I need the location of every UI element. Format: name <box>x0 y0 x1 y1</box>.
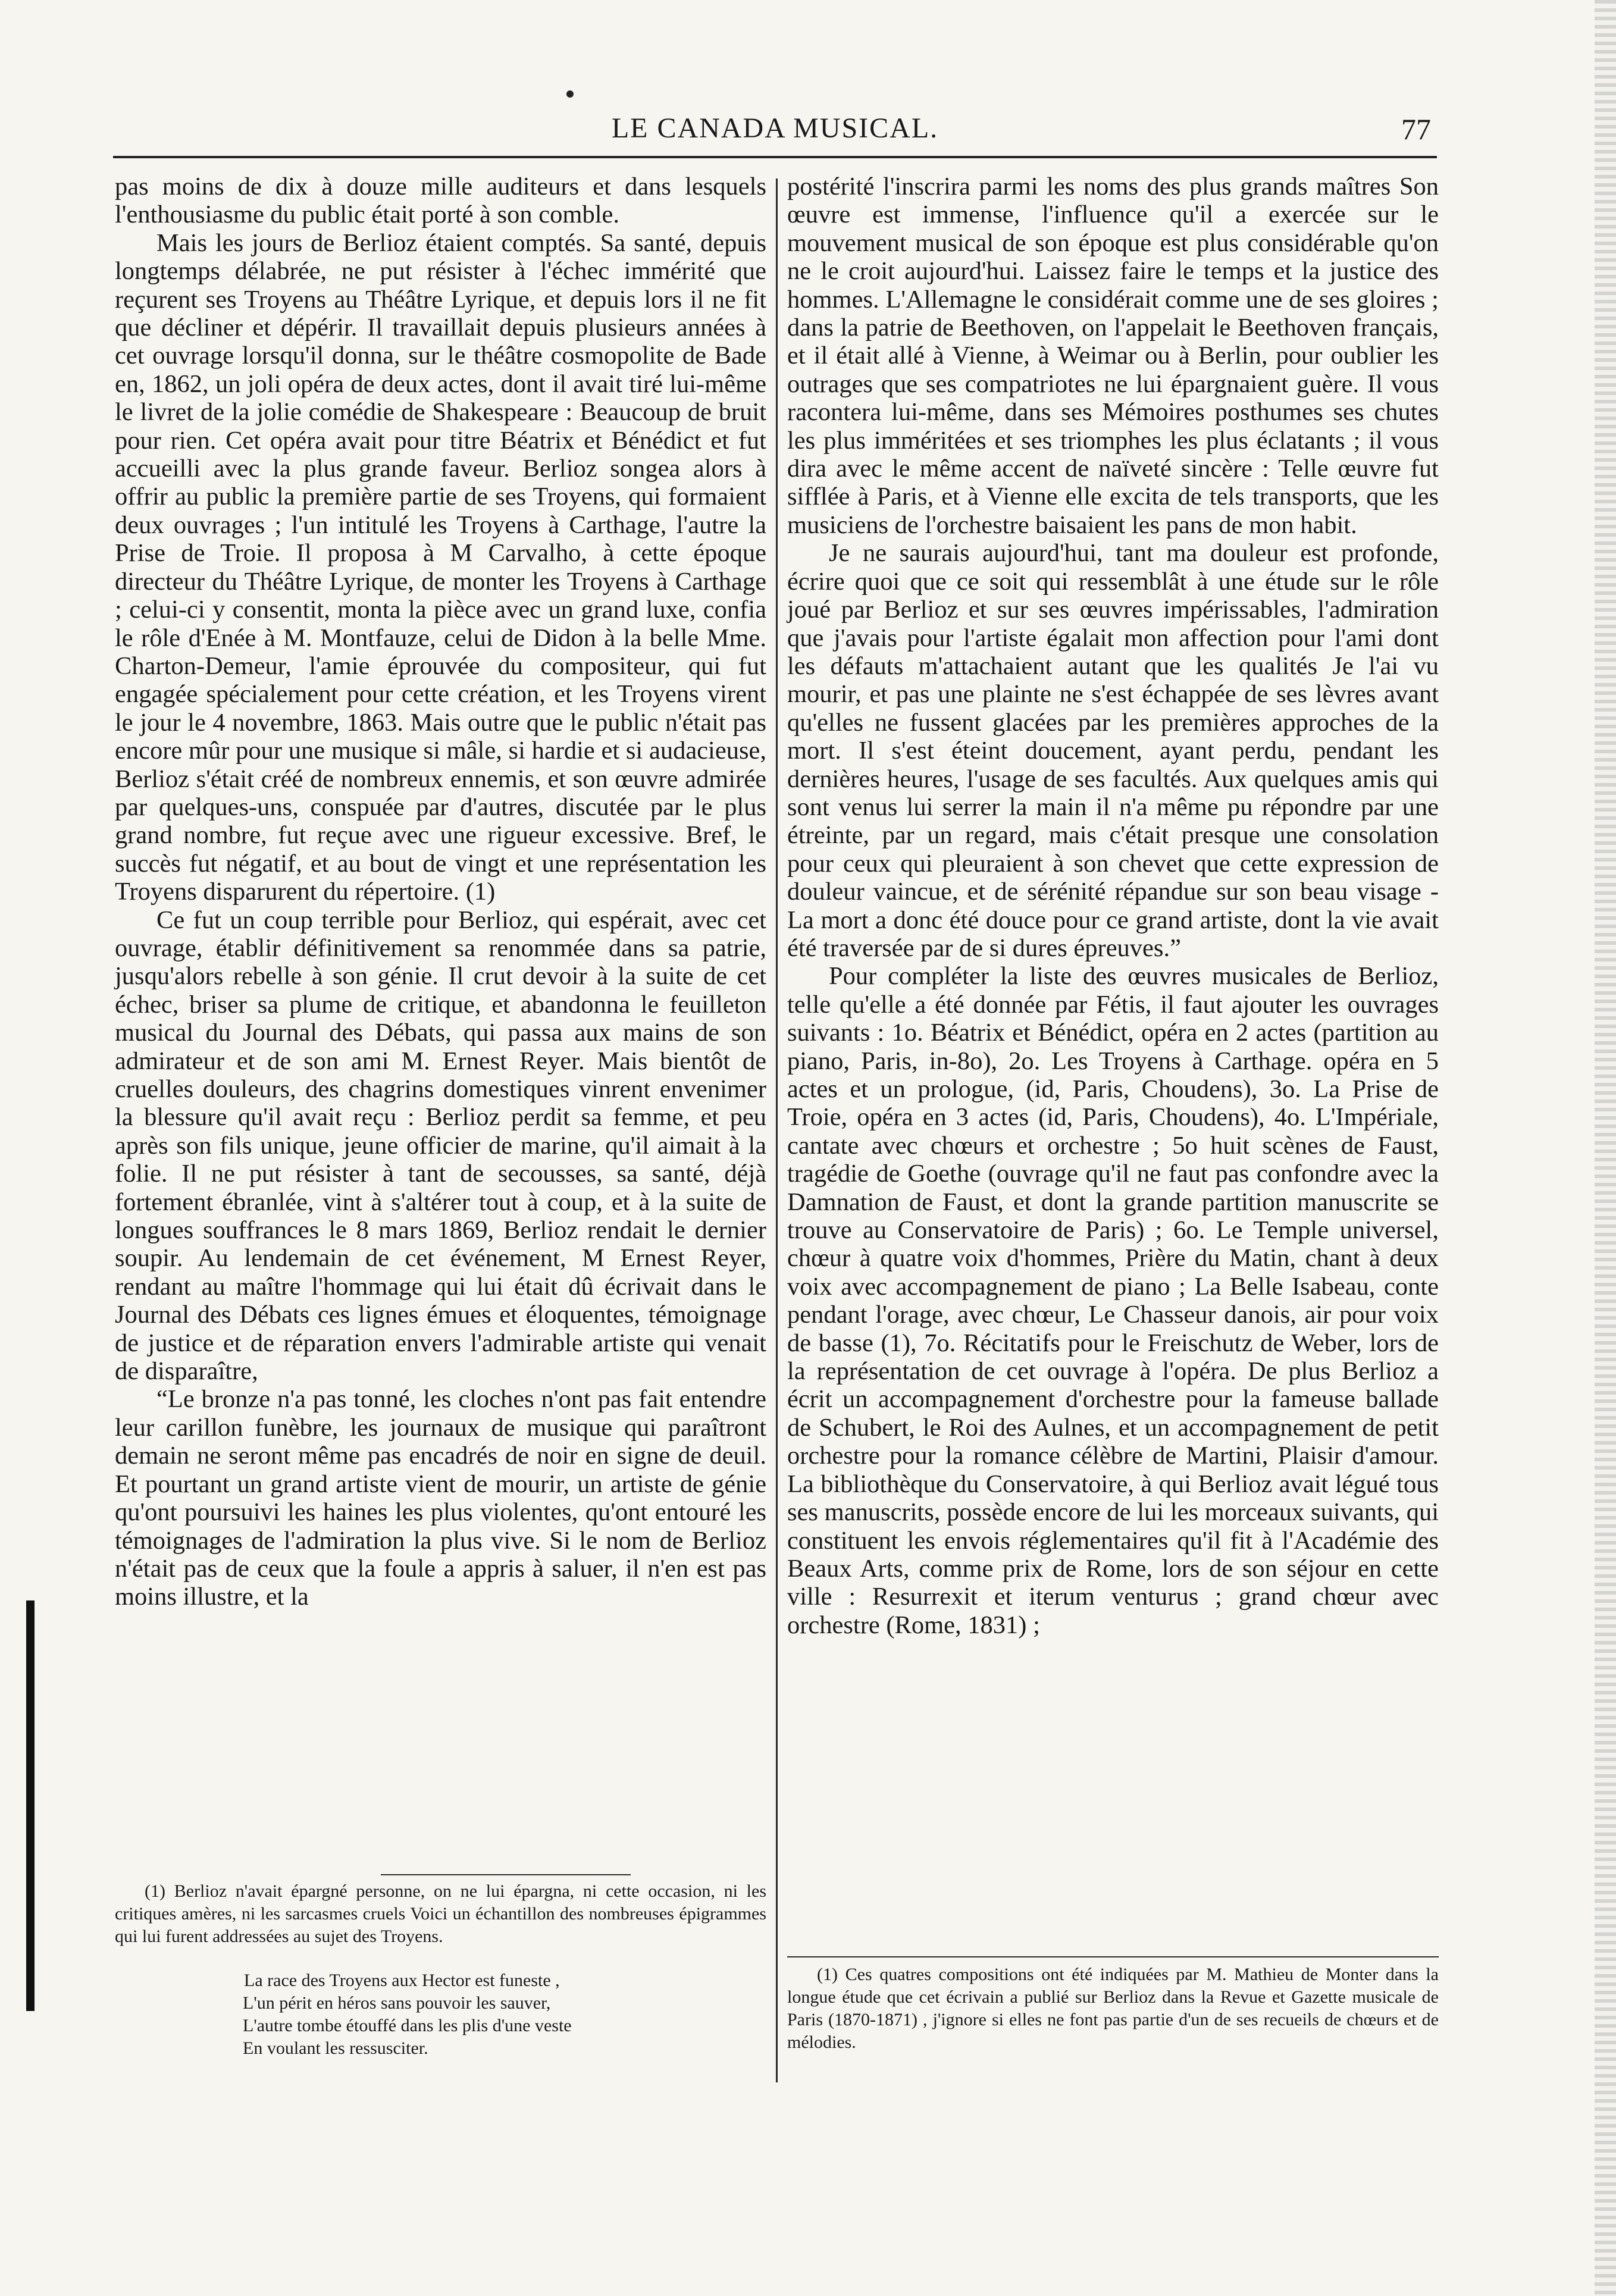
page-header <box>113 108 1437 158</box>
paragraph: “Le bronze n'a pas tonné, les cloches n'ont pas fait entendre leur carillon funèbre, les journaux de musique qui paraîtront demain ne seront même pas encadrés de noir en signe de deuil. Et pourtant un grand artiste vient de mourir, un artiste de génie qu'ont poursuivi les haines les plus violentes, qu'ont entouré les témoignages de l'admiration la plus vive. Si le nom de Berlioz n'était pas de ceux que la foule a appris à saluer, il n'en est pas moins illustre, et la <box>115 1385 766 1611</box>
printer-dot <box>566 90 574 98</box>
poem-line: L'un périt en héros sans pouvoir les sauver, <box>243 1993 551 2013</box>
footnote-rule <box>787 1956 1439 1957</box>
column-divider <box>776 178 778 2082</box>
footnote-right <box>787 1963 1439 2054</box>
poem-line: La race des Troyens aux Hector est funeste , <box>244 1971 560 1990</box>
paragraph: Ce fut un coup terrible pour Berlioz, qui espérait, avec cet ouvrage, établir définitivement sa renommée dans sa patrie, jusqu'alors rebelle à son génie. Il crut devoir à la suite de cet échec, briser sa plume de critique, et abandonna le feuilleton musical du Journal des Débats, qui passa aux mains de son admirateur et de son ami M. Ernest Reyer. Mais bientôt de cruelles douleurs, des chagrins domestiques vinrent envenimer la blessure qu'il avait reçu : Berlioz perdit sa femme, et peu après son fils unique, jeune officier de marine, qu'il aimait à la folie. Il ne put résister à tant de secousses, sa santé, déjà fortement ébranlée, vint à s'altérer tout à coup, et à la suite de longues souffrances le 8 mars 1869, Berlioz rendait le dernier soupir. Au lendemain de cet événement, M Ernest Reyer, rendant au maître l'hommage qui lui était dû écrivait dans le Journal des Débats ces lignes émues et éloquentes, témoignage de justice et de réparation envers l'admirable artiste qui venait de disparaître, <box>115 906 766 1386</box>
paragraph: Pour compléter la liste des œuvres musicales de Berlioz, telle qu'elle a été donnée par Fétis, il faut ajouter les ouvrages suivants : 1o. Béatrix et Bénédict, opéra en 2 actes (partition au piano, Paris, in-8o), 2o. Les Troyens à Carthage. opéra en 5 actes et un prologue, (id, Paris, Choudens), 3o. La Prise de Troie, opéra en 3 actes (id, Paris, Choudens), 4o. L'Impériale, cantate avec chœurs et orchestre ; 5o huit scènes de Faust, tragédie de Goethe (ouvrage qu'il ne faut pas confondre avec la Damnation de Faust, et dont la grande partition manuscrite se trouve au Conservatoire de Paris) ; 6o. Le Temple universel, chœur à quatre voix d'hommes, Prière du Matin, chant à deux voix avec accompagnement de piano ; La Belle Isabeau, conte pendant l'orage, avec chœur, Le Chasseur danois, air pour voix de basse (1), 7o. Récitatifs pour le Freischutz de Weber, lors de la représentation de cet ouvrage à l'opéra. De plus Berlioz a écrit un accompagnement d'orchestre pour la fameuse ballade de Schubert, le Roi des Aulnes, et un accompagnement de petit orchestre pour la romance célèbre de Martini, Plaisir d'amour. La bibliothèque du Conservatoire, à qui Berlioz avait légué tous ses manuscrits, possède encore de lui les morceaux suivants, qui constituent les envois réglementaires qu'il fit à l'Académie des Beaux Arts, comme prix de Rome, lors de son séjour en cette ville : Resurrexit et iterum venturus ; grand chœur avec orchestre (Rome, 1831) ; <box>787 962 1439 1639</box>
paragraph: Mais les jours de Berlioz étaient comptés. Sa santé, depuis longtemps délabrée, ne put résister à l'échec immérité que reçurent ses Troyens au Théâtre Lyrique, et depuis lors il ne fit que décliner et dépérir. Il travaillait depuis plusieurs années à cet ouvrage lorsqu'il donna, sur le théâtre cosmopolite de Bade en, 1862, un joli opéra de deux actes, dont il avait tiré lui-même le livret de la jolie comédie de Shakespeare : Beaucoup de bruit pour rien. Cet opéra avait pour titre Béatrix et Bénédict et fut accueilli avec la plus grande faveur. Berlioz songea alors à offrir au public la première partie de ses Troyens, qui formaient deux ouvrages ; l'un intitulé les Troyens à Carthage, l'autre la Prise de Troie. Il proposa à M Carvalho, à cette époque directeur du Théâtre Lyrique, de monter les Troyens à Carthage ; celui-ci y consentit, monta la pièce avec un grand luxe, confia le rôle d'Enée à M. Montfauze, celui de Didon à la belle Mme. Charton-Demeur, l'amie éprouvée du compositeur, qui fut engagée spécialement pour cette création, et les Troyens virent le jour le 4 novembre, 1863. Mais outre que le public n'était pas encore mûr pour une musique si mâle, si hardie et si audacieuse, Berlioz s'était créé de nombreux ennemis, et son œuvre admirée par quelques-uns, conspuée par d'autres, discutée par le plus grand nombre, fut reçue avec une rigueur excessive. Bref, le succès fut négatif, et au bout de vingt et une représentation les Troyens disparurent du répertoire. (1) <box>115 228 766 906</box>
margin-bar <box>26 1600 35 2011</box>
paragraph: pas moins de dix à douze mille auditeurs et dans lesquels l'enthousiasme du public était porté à son comble. <box>115 173 766 229</box>
poem-line: L'autre tombe étouffé dans les plis d'une veste <box>243 2016 572 2035</box>
paragraph: Je ne saurais aujourd'hui, tant ma douleur est profonde, écrire quoi que ce soit qui ressemblât à une étude sur le rôle joué par Berlioz et sur ses œuvres impérissables, l'admiration que j'avais pour l'artiste égalait mon affection pour l'ami dont les défauts m'attachaient autant que les qualités Je l'ai vu mourir, et pas une plainte ne s'est échappée de ses lèvres avant qu'elles ne fussent glacées par les premières approches de la mort. Il s'est éteint doucement, ayant perdu, pendant les dernières heures, l'usage de ses facultés. Aux quelques amis qui sont venus lui serrer la main il n'a même pu répondre par une étreinte, par un regard, mais c'était presque une consolation pour ceux qui pleuraient à son chevet que cette expression de douleur vaincue, et de sérénité répandue sur son beau visage - La mort a donc été douce pour ce grand artiste, dont la vie avait été traversée par de si dures épreuves.” <box>787 539 1439 962</box>
right-column <box>787 173 1439 2023</box>
epigram-poem <box>244 1969 572 2060</box>
page-number: 77 <box>1401 112 1431 146</box>
footnote-text: (1) Ces quatres compositions ont été indiquées par M. Mathieu de Monter dans la longue étude que cet écrivain a publié sur Berlioz dans la Revue et Gazette musicale de Paris (1870-1871) , j'ignore si elles ne font pas partie d'un de ses recueils de chœurs et de mélodies. <box>787 1965 1439 2052</box>
page-title: LE CANADA MUSICAL. <box>611 112 939 144</box>
footnote-left <box>115 1880 766 1948</box>
paragraph: postérité l'inscrira parmi les noms des plus grands maîtres Son œuvre est immense, l'influence qu'il a exercée sur le mouvement musical de son époque est plus considérable qu'on ne le croit aujourd'hui. Laissez faire le temps et la justice des hommes. L'Allemagne le considérait comme une de ses gloires ; dans la patrie de Beethoven, on l'appelait le Beethoven français, et il était allé à Vienne, à Weimar ou à Berlin, pour oublier les outrages que ses compatriotes ne lui épargnaient guère. Il vous racontera lui-même, dans ses Mémoires posthumes ses chutes les plus imméritées et ses triomphes les plus éclatants ; il vous dira avec le même accent de naïveté sincère : Telle œuvre fut sifflée à Paris, et à Vienne elle excita de tels transports, que les musiciens de l'orchestre baisaient les pans de mon habit. <box>787 173 1439 539</box>
footnote-text: (1) Berlioz n'avait épargné personne, on ne lui épargna, ni cette occasion, ni les critiques amères, ni les sarcasmes cruels Voici un échantillon des nombreuses épigrammes qui lui furent addressées au sujet des Troyens. <box>115 1881 766 1946</box>
footnote-rule <box>381 1874 631 1875</box>
left-column <box>115 173 766 2071</box>
poem-line: En voulant les ressusciter. <box>243 2038 428 2058</box>
page-edge <box>1595 0 1616 2296</box>
